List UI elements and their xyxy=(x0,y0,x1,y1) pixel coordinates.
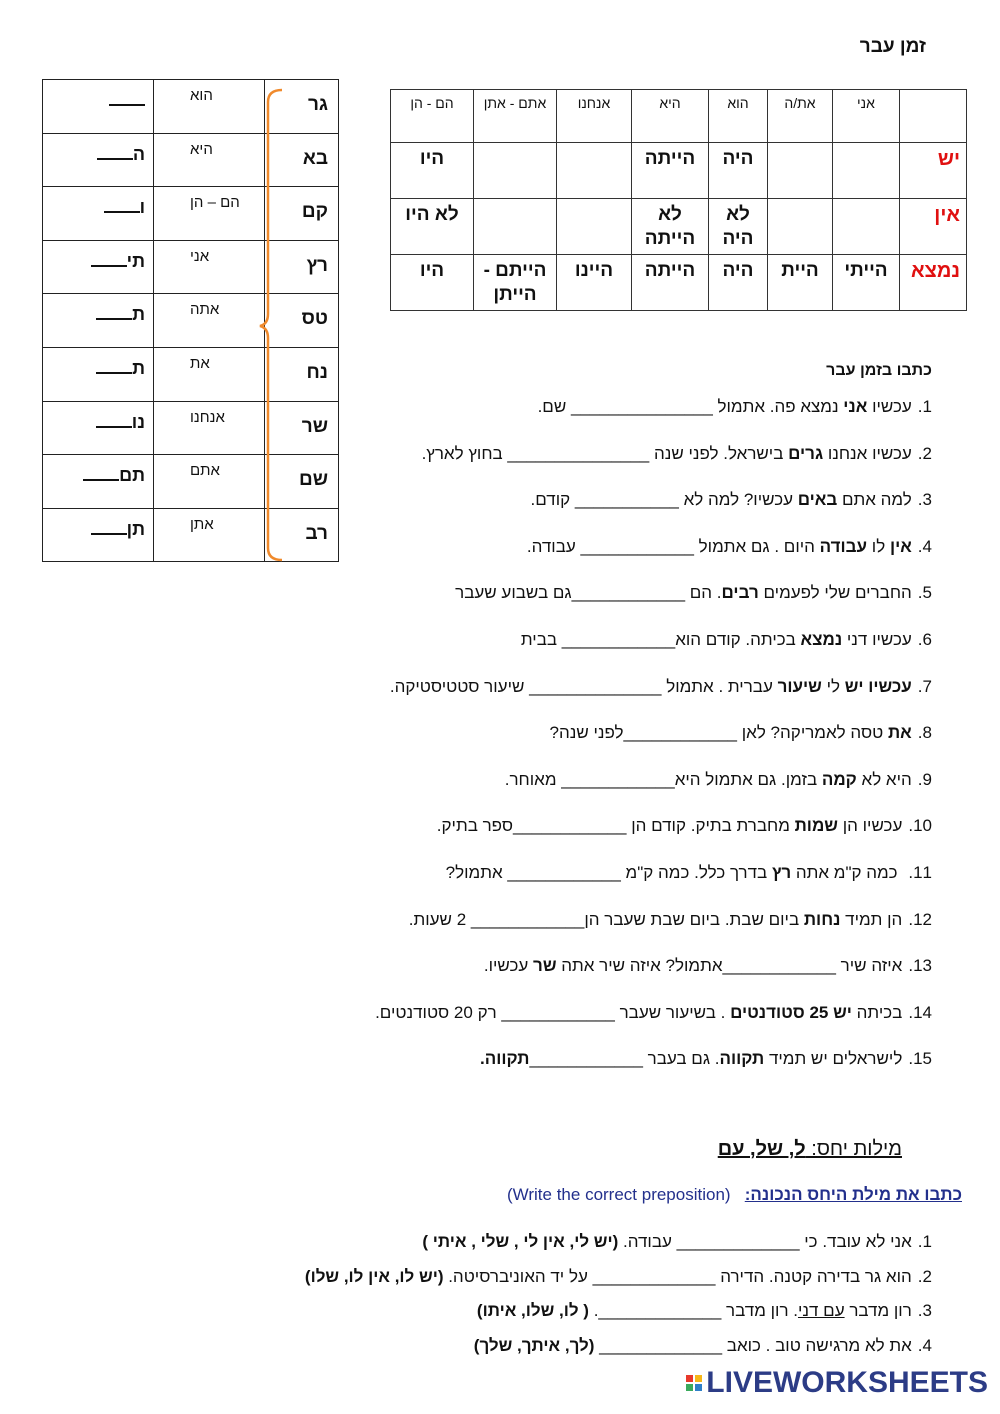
verb-cell[interactable] xyxy=(474,199,557,255)
exercise-number: 14. xyxy=(908,1002,932,1022)
exercise-text: היא לא xyxy=(856,769,912,789)
preposition-exercise-item[interactable] xyxy=(305,1267,932,1287)
pronoun-cell: אתם xyxy=(154,455,265,509)
prepositions-title-bold: ל, של, עם xyxy=(717,1138,806,1160)
verb-cell: היית xyxy=(768,255,833,311)
answer-blank[interactable] xyxy=(104,197,140,213)
exercise-text: תקווה xyxy=(719,1049,765,1069)
verb-cell: לא היה xyxy=(709,199,768,255)
liveworksheets-logo xyxy=(686,1366,988,1400)
exercise-text: אני לא עובד. כי _____________ עבודה. xyxy=(618,1232,912,1251)
prepositions-title xyxy=(718,1138,902,1161)
verb-cell: היו xyxy=(391,143,474,199)
verb-row xyxy=(391,199,967,255)
exercise-text: ביום שבת. ביום שבת שעבר הן____________ 2 שעות. xyxy=(408,909,804,929)
root-cell: גר xyxy=(265,80,339,134)
exercise-number: 15. xyxy=(908,1049,932,1069)
exercise-text: (יש לו, אין לו, שלו) xyxy=(304,1266,444,1286)
verb-cell: לא היו xyxy=(391,199,474,255)
exercise-text: נחות xyxy=(803,909,841,929)
past-tense-exercise-item[interactable] xyxy=(390,677,932,697)
exercise-text: איזה שיר ____________אתמול? איזה שיר אתה xyxy=(556,956,903,976)
verb-cell[interactable] xyxy=(833,199,900,255)
exercise-text: אני xyxy=(843,397,868,416)
past-tense-exercise-item[interactable] xyxy=(422,444,932,464)
exercise-text: תקווה. xyxy=(479,1049,530,1069)
conjugation-row xyxy=(43,240,339,294)
verb-cell: הייתה xyxy=(632,143,709,199)
exercise-number: 13. xyxy=(908,956,932,976)
root-cell: בא xyxy=(265,133,339,187)
exercise-text: (יש לי, אין לי , שלי , איתי ) xyxy=(422,1232,619,1251)
preposition-exercise-item[interactable] xyxy=(477,1301,932,1321)
pronoun-cell: אנחנו xyxy=(154,401,265,455)
exercise-number: 2. xyxy=(917,1266,932,1286)
suffix-answer-cell[interactable] xyxy=(43,133,154,187)
past-tense-exercise-item[interactable] xyxy=(409,910,932,930)
exercise-number: 1. xyxy=(917,1232,932,1251)
answer-blank[interactable] xyxy=(83,465,119,481)
verb-cell[interactable] xyxy=(557,143,632,199)
conjugation-row xyxy=(43,294,339,348)
exercise-text: אין xyxy=(889,536,912,556)
past-tense-exercise-item[interactable] xyxy=(437,816,932,836)
past-tense-exercise-item[interactable] xyxy=(521,630,932,650)
pronoun-cell: את xyxy=(154,347,265,401)
past-tense-exercise-item[interactable] xyxy=(480,1049,932,1069)
verb-cell: היה xyxy=(709,143,768,199)
exercise-text: . גם בעבר ____________ xyxy=(529,1049,720,1069)
pronoun-cell: הוא xyxy=(154,80,265,134)
verb-cell[interactable] xyxy=(557,199,632,255)
header-cell: הוא xyxy=(709,90,768,143)
exercise-text: . הם ____________גם בשבוע שעבר xyxy=(455,583,722,603)
header-cell: אני xyxy=(833,90,900,143)
verb-cell: היינו xyxy=(557,255,632,311)
exercise-text: כמה ק"מ אתה xyxy=(791,863,903,882)
past-tense-exercise-item[interactable] xyxy=(531,490,932,510)
past-tense-exercise-item[interactable] xyxy=(505,770,932,790)
exercise-text: טסה לאמריקה? לאן ____________לפני שנה? xyxy=(549,723,888,743)
exercise-text: באים xyxy=(797,490,838,510)
header-cell xyxy=(900,90,967,143)
root-cell: שר xyxy=(265,401,339,455)
conjugation-row xyxy=(43,133,339,187)
past-tense-exercise-item[interactable] xyxy=(375,1003,932,1023)
exercise-text: עברית . אתמול ______________ שיעור סטטיסטיקה. xyxy=(389,676,778,696)
conjugation-row xyxy=(43,347,339,401)
exercise-text: נמצא xyxy=(800,630,843,649)
answer-blank[interactable] xyxy=(96,412,132,428)
section1-title: כתבו בזמן עבר xyxy=(826,362,932,379)
preposition-exercise-item[interactable] xyxy=(474,1336,932,1356)
verb-cell: היה xyxy=(709,255,768,311)
exercise-text: עכשיו הן xyxy=(837,816,903,836)
exercise-number: 3. xyxy=(917,1301,932,1320)
exercise-text: (לך, איתך, שלך) xyxy=(473,1335,595,1355)
header-cell: אנחנו xyxy=(557,90,632,143)
past-tense-exercise-item[interactable] xyxy=(538,397,932,417)
exercise-text: שמות xyxy=(794,816,838,836)
suffix-text: תי xyxy=(126,250,145,271)
verb-cell[interactable] xyxy=(474,143,557,199)
suffix-answer-cell[interactable] xyxy=(43,80,154,134)
suffix-text: תם xyxy=(119,465,145,486)
exercise-text: מחברת בתיק. קודם הן ____________ספר בתיק. xyxy=(436,816,795,836)
answer-blank[interactable] xyxy=(91,251,127,267)
root-cell: רב xyxy=(265,508,339,562)
past-tense-exercise-item[interactable] xyxy=(527,537,932,557)
exercise-number: 11. xyxy=(908,863,932,882)
verb-row xyxy=(391,255,967,311)
exercise-text: היום . גם אתמול ____________ עבודה. xyxy=(526,536,820,556)
conjugation-row xyxy=(43,80,339,134)
conjugation-table xyxy=(42,79,339,562)
exercise-number: 7. xyxy=(917,676,932,696)
row-label: יש xyxy=(900,143,967,199)
conjugation-row xyxy=(43,401,339,455)
instruction-hebrew: כתבו את מילת היחס הנכונה: xyxy=(744,1185,962,1204)
prepositions-title-prefix: מילות יחס: xyxy=(805,1138,902,1160)
verb-cell: היו xyxy=(391,255,474,311)
logo-text: LIVEWORKSHEETS xyxy=(706,1366,988,1399)
exercise-text: שיעור xyxy=(777,676,822,696)
exercise-text: . בשיעור שעבר ____________ רק 20 סטודנטים. xyxy=(375,1002,731,1022)
verb-cell: לא הייתה xyxy=(632,199,709,255)
suffix-answer-cell[interactable] xyxy=(43,294,154,348)
answer-blank[interactable] xyxy=(96,304,132,320)
row-label: נמצא xyxy=(900,255,967,311)
exercise-text: עכשיו xyxy=(867,397,912,416)
suffix-text: נו xyxy=(131,411,145,432)
exercise-text: רון מדבר xyxy=(844,1301,912,1320)
answer-blank[interactable] xyxy=(96,358,132,374)
suffix-answer-cell[interactable] xyxy=(43,240,154,294)
exercise-number: 12. xyxy=(908,909,932,929)
suffix-text: ה xyxy=(132,143,145,164)
exercise-text: לו xyxy=(867,536,890,556)
conjugation-row xyxy=(43,455,339,509)
exercise-number: 8. xyxy=(917,723,932,743)
exercise-text: את xyxy=(887,723,912,743)
conjugation-row xyxy=(43,187,339,241)
verb-table xyxy=(390,89,967,311)
header-cell: היא xyxy=(632,90,709,143)
past-tense-exercise-item[interactable] xyxy=(550,723,932,743)
suffix-text: תן xyxy=(126,518,145,539)
exercise-text: לישראלים יש תמיד xyxy=(764,1049,903,1069)
exercise-text: עכשיו אנחנו xyxy=(823,443,912,463)
verb-cell[interactable] xyxy=(768,199,833,255)
page-title: זמן עבר xyxy=(859,36,926,57)
exercise-number: 4. xyxy=(917,1335,932,1355)
exercise-text: את לא מרגישה טוב . כואב _____________ xyxy=(594,1335,912,1355)
verb-cell: הייתה xyxy=(632,255,709,311)
suffix-answer-cell[interactable] xyxy=(43,455,154,509)
header-cell: את/ה xyxy=(768,90,833,143)
past-tense-exercise-item[interactable] xyxy=(484,956,932,976)
root-cell: טס xyxy=(265,294,339,348)
exercise-number: 2. xyxy=(917,443,932,463)
exercise-text: למה אתם xyxy=(837,490,912,510)
answer-blank[interactable] xyxy=(97,144,133,160)
exercise-text: ( לו, שלו, איתו) xyxy=(476,1301,589,1320)
suffix-answer-cell[interactable] xyxy=(43,401,154,455)
exercise-text: עכשיו דני xyxy=(842,630,912,649)
suffix-text: ו xyxy=(139,197,145,218)
exercise-number: 5. xyxy=(917,583,932,603)
logo-mark-icon xyxy=(686,1375,702,1391)
exercise-text: בכיתה xyxy=(851,1002,903,1022)
answer-blank[interactable] xyxy=(91,519,127,535)
pronoun-cell: הם – הן xyxy=(154,187,265,241)
suffix-answer-cell[interactable] xyxy=(43,347,154,401)
pronoun-cell: אתה xyxy=(154,294,265,348)
suffix-text: ת xyxy=(132,304,145,325)
exercise-text: רבים xyxy=(721,583,759,603)
verb-row xyxy=(391,143,967,199)
answer-blank[interactable] xyxy=(109,90,145,106)
exercise-number: 9. xyxy=(917,769,932,789)
root-cell: קם xyxy=(265,187,339,241)
exercise-text: שר xyxy=(533,956,557,976)
exercise-text: עכשיו. xyxy=(483,956,534,976)
exercise-text: נמצא פה. אתמול _______________ שם. xyxy=(537,397,844,416)
exercise-number: 1. xyxy=(917,397,932,416)
pronoun-cell: אני xyxy=(154,240,265,294)
row-label: אין xyxy=(900,199,967,255)
header-cell: אתם - אתן xyxy=(474,90,557,143)
bracket-decoration xyxy=(256,88,286,564)
verb-table-header xyxy=(391,90,967,143)
past-tense-exercise-item[interactable] xyxy=(446,863,932,883)
exercise-text: רץ xyxy=(771,863,792,882)
suffix-text: ת xyxy=(132,357,145,378)
exercise-text: עבודה xyxy=(819,536,868,556)
suffix-answer-cell[interactable] xyxy=(43,508,154,562)
verb-cell[interactable] xyxy=(768,143,833,199)
exercise-text: הן תמיד xyxy=(840,909,903,929)
root-cell: רץ xyxy=(265,240,339,294)
root-cell: שם xyxy=(265,455,339,509)
root-cell: נח xyxy=(265,347,339,401)
exercise-text: עם דני xyxy=(797,1301,845,1320)
verb-cell[interactable] xyxy=(833,143,900,199)
exercise-number: 6. xyxy=(917,630,932,649)
exercise-text: בדרך כלל. כמה ק"מ ____________ אתמול? xyxy=(445,863,772,882)
exercise-text: הוא גר בדירה קטנה. הדירה _____________ על יד האוניברסיטה. xyxy=(443,1266,912,1286)
exercise-text: יש 25 סטודנטים xyxy=(730,1002,852,1022)
exercise-text: קמה xyxy=(821,769,857,789)
exercise-number: 10. xyxy=(908,816,932,836)
pronoun-cell: אתן xyxy=(154,508,265,562)
exercise-text: לי xyxy=(821,676,845,696)
exercise-text: גרים xyxy=(788,443,824,463)
conjugation-row xyxy=(43,508,339,562)
suffix-answer-cell[interactable] xyxy=(43,187,154,241)
exercise-text: בישראל. לפני שנה _______________ בחוץ לארץ. xyxy=(421,443,789,463)
exercise-text: עכשיו יש xyxy=(844,676,912,696)
exercise-text: עכשיו? למה לא ___________ קודם. xyxy=(530,490,798,510)
exercise-number: 3. xyxy=(917,490,932,510)
exercise-text: . רון מדבר _____________. xyxy=(588,1301,798,1320)
exercise-text: בזמן. גם אתמול היא____________ מאוחר. xyxy=(504,769,822,789)
pronoun-cell: היא xyxy=(154,133,265,187)
past-tense-exercise-item[interactable] xyxy=(455,583,932,603)
prepositions-instruction xyxy=(507,1185,962,1205)
exercise-text: בכיתה. קודם הוא____________ בבית xyxy=(520,630,801,649)
instruction-english: (Write the correct preposition) xyxy=(506,1185,731,1204)
verb-cell: הייתי xyxy=(833,255,900,311)
verb-cell: הייתם -הייתן xyxy=(474,255,557,311)
header-cell: הם - הן xyxy=(391,90,474,143)
exercise-number: 4. xyxy=(917,536,932,556)
preposition-exercise-item[interactable] xyxy=(422,1232,932,1252)
exercise-text: החברים שלי לפעמים xyxy=(758,583,912,603)
